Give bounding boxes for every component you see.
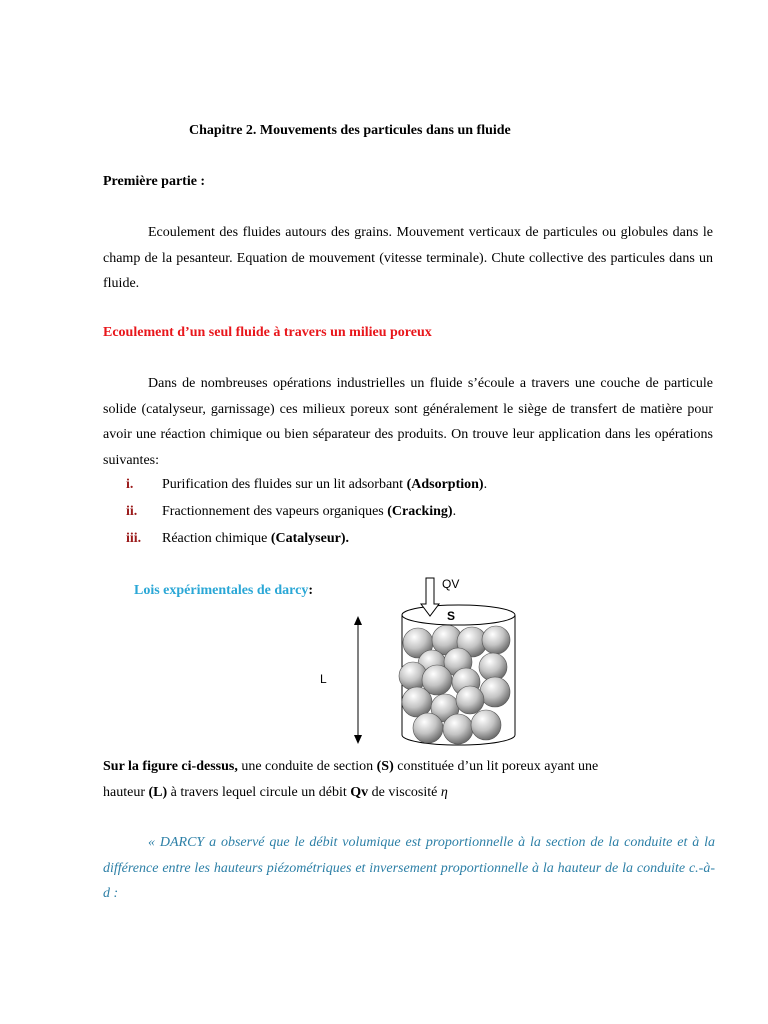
sentence-bold: (L) [148, 785, 168, 800]
section-paragraph: Dans de nombreuses opérations industrielles un fluide s’écoule a travers une couche de particule solide (catalyseur, garnissage) ces milieux poreux sont généralement le siège de transfert de matière pour avoir une réaction chimique ou bien séparateur des produits. On trouve leur application dans les opérations suivantes: [103, 376, 713, 468]
intro-paragraph: Ecoulement des fluides autours des grains. Mouvement verticaux de particules ou globules dans le champ de la pesanteur. Equation de mouvement (vitesse terminale). Chute collective des particules dans un fluide. [103, 225, 713, 291]
sentence-text: une conduite de section [237, 759, 377, 774]
sentence-bold: Sur la figure ci-dessus, [103, 759, 238, 774]
list-number: i. [126, 477, 134, 492]
darcy-heading-text: Lois expérimentales de darcy [134, 583, 309, 598]
list-number: iii. [126, 531, 142, 546]
porous-bed-figure [300, 570, 540, 755]
chapter-title: Chapitre 2. Mouvements des particules dans un fluide [189, 123, 511, 138]
height-label: L [320, 672, 327, 686]
viscosity-symbol: η [440, 785, 448, 800]
list-bold: (Cracking) [387, 504, 453, 519]
darcy-heading-colon: : [308, 583, 314, 598]
list-item [126, 504, 456, 520]
list-tail: . [483, 477, 488, 492]
list-number: ii. [126, 504, 138, 519]
list-text: Réaction chimique [162, 531, 271, 546]
flow-label: QV [442, 577, 460, 591]
part-title: Première partie : [103, 174, 206, 189]
section-label: S [447, 609, 456, 623]
section-heading: Ecoulement d’un seul fluide à travers un milieu poreux [103, 325, 432, 340]
list-text: Purification des fluides sur un lit adsorbant [162, 477, 407, 492]
sentence-bold: (S) [376, 759, 394, 774]
darcy-heading [134, 583, 313, 599]
sentence-text: hauteur [103, 785, 149, 800]
height-arrow [354, 616, 362, 744]
sentence-bold: Qv [350, 785, 369, 800]
sentence-text: à travers lequel circule un débit [167, 785, 351, 800]
list-text: Fractionnement des vapeurs organiques [162, 504, 388, 519]
list-tail: . [452, 504, 457, 519]
list-item [126, 531, 349, 547]
figure-sentence-2 [103, 785, 448, 801]
cylinder-top [402, 605, 515, 625]
list-bold: (Adsorption) [406, 477, 484, 492]
sentence-text: constituée d’un lit poreux ayant une [393, 759, 599, 774]
packed-particles [399, 625, 510, 744]
darcy-quote: « DARCY a observé que le débit volumique est proportionnelle à la section de la conduite et à la différence entre les hauteurs piézométriques et inversement proportionnelle à la hauteur de la conduite c.-à-d : [103, 835, 715, 901]
figure-sentence-1 [103, 759, 598, 775]
list-bold: (Catalyseur). [270, 531, 350, 546]
list-item [126, 477, 487, 493]
sentence-text: de viscosité [368, 785, 441, 800]
